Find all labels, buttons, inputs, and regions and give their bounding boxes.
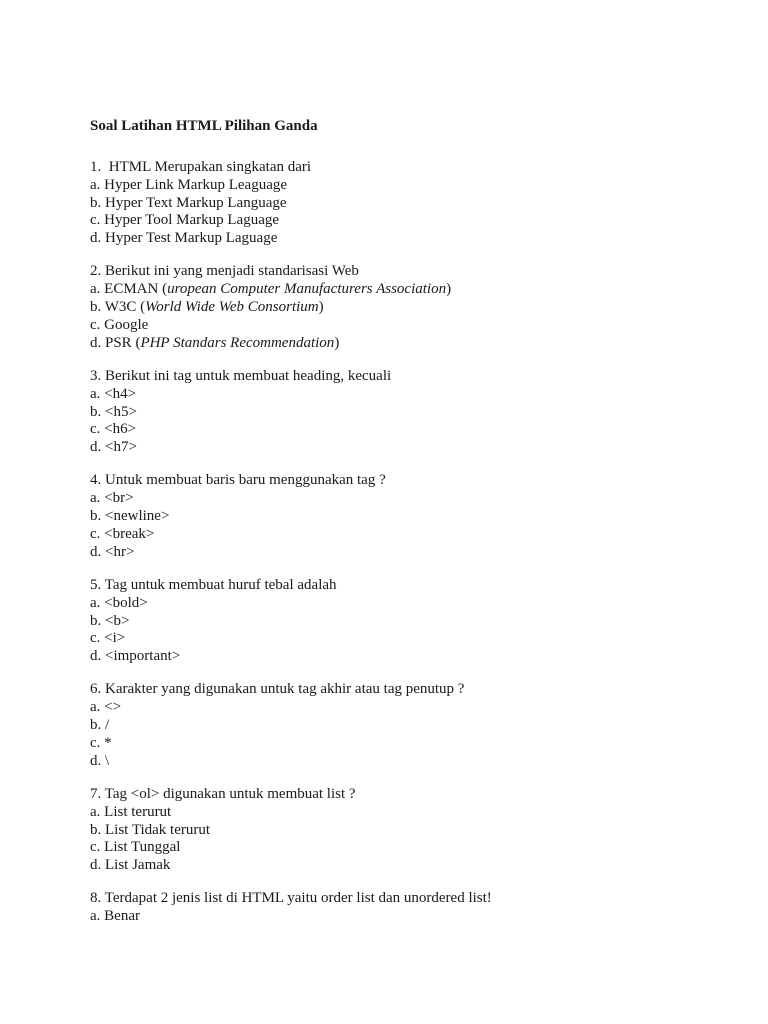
option-c bbox=[90, 317, 730, 335]
question-text: 2. Berikut ini yang menjadi standarisasi Web bbox=[90, 263, 359, 280]
question-5 bbox=[90, 577, 730, 666]
question-7 bbox=[90, 786, 730, 875]
option-a bbox=[90, 177, 730, 195]
option-text: b. List Tidak terurut bbox=[90, 821, 211, 838]
option-c bbox=[90, 630, 730, 648]
option-text: c. * bbox=[90, 734, 112, 751]
option-text: b. <b> bbox=[90, 612, 130, 629]
option-text: b. Hyper Text Markup Language bbox=[90, 194, 287, 211]
option-d bbox=[90, 544, 730, 562]
question-3 bbox=[90, 368, 730, 457]
option-text: a. Benar bbox=[90, 908, 140, 925]
option-b bbox=[90, 299, 730, 317]
question-text: 4. Untuk membuat baris baru menggunakan tag ? bbox=[90, 472, 386, 489]
question-text: 3. Berikut ini tag untuk membuat heading, kecuali bbox=[90, 367, 392, 384]
question-text: 8. Terdapat 2 jenis list di HTML yaitu order list dan unordered list! bbox=[90, 890, 492, 907]
option-text: d. <important> bbox=[90, 648, 181, 665]
option-italic-text: uropean Computer Manufacturers Association bbox=[167, 281, 447, 298]
option-b bbox=[90, 508, 730, 526]
option-text: c. Google bbox=[90, 316, 149, 333]
option-text: a. <h4> bbox=[90, 385, 137, 402]
question-text: 6. Karakter yang digunakan untuk tag akhir atau tag penutup ? bbox=[90, 681, 465, 698]
option-text: d. Hyper Test Markup Laguage bbox=[90, 230, 278, 247]
option-b bbox=[90, 613, 730, 631]
question-text: 5. Tag untuk membuat huruf tebal adalah bbox=[90, 576, 337, 593]
option-text: b. / bbox=[90, 717, 110, 734]
option-c bbox=[90, 735, 730, 753]
document-title: Soal Latihan HTML Pilihan Ganda bbox=[90, 118, 318, 134]
option-text: d. <h7> bbox=[90, 439, 137, 456]
option-text: d. <hr> bbox=[90, 543, 135, 560]
option-suffix: ) bbox=[334, 334, 340, 351]
option-text: a. List terurut bbox=[90, 803, 172, 820]
option-b bbox=[90, 822, 730, 840]
document-page bbox=[90, 116, 730, 941]
option-text: a. <bold> bbox=[90, 594, 148, 611]
question-4 bbox=[90, 472, 730, 561]
option-suffix: ) bbox=[446, 281, 452, 298]
option-text: a. ECMAN ( bbox=[90, 281, 168, 298]
option-d bbox=[90, 857, 730, 875]
option-text: a. <> bbox=[90, 699, 122, 716]
option-text: a. Hyper Link Markup Leaguage bbox=[90, 176, 288, 193]
option-text: b. <newline> bbox=[90, 508, 170, 525]
option-text: c. <i> bbox=[90, 630, 126, 647]
option-text: b. <h5> bbox=[90, 403, 137, 420]
option-a bbox=[90, 386, 730, 404]
question-text: 1. HTML Merupakan singkatan dari bbox=[90, 159, 312, 175]
question-6 bbox=[90, 681, 730, 770]
option-d bbox=[90, 648, 730, 666]
option-d bbox=[90, 753, 730, 771]
option-a bbox=[90, 699, 730, 717]
option-text: d. List Jamak bbox=[90, 857, 171, 874]
option-italic-text: PHP Standars Recommendation bbox=[140, 334, 335, 351]
option-a bbox=[90, 281, 730, 299]
option-c bbox=[90, 526, 730, 544]
question-8 bbox=[90, 890, 730, 926]
question-text: 7. Tag <ol> digunakan untuk membuat list ? bbox=[90, 785, 356, 802]
option-b bbox=[90, 717, 730, 735]
option-text: d. \ bbox=[90, 752, 110, 769]
option-c bbox=[90, 212, 730, 230]
option-text: c. <break> bbox=[90, 525, 155, 542]
option-a bbox=[90, 804, 730, 822]
option-d bbox=[90, 335, 730, 353]
option-suffix: ) bbox=[318, 299, 324, 316]
question-2 bbox=[90, 263, 730, 352]
option-a bbox=[90, 595, 730, 613]
option-b bbox=[90, 404, 730, 422]
option-text: b. W3C ( bbox=[90, 299, 146, 316]
question-1 bbox=[90, 159, 730, 248]
option-a bbox=[90, 908, 730, 926]
option-text: c. <h6> bbox=[90, 421, 137, 438]
option-d bbox=[90, 439, 730, 457]
option-d bbox=[90, 230, 730, 248]
option-text: c. Hyper Tool Markup Laguage bbox=[90, 212, 280, 229]
option-c bbox=[90, 421, 730, 439]
option-text: c. List Tunggal bbox=[90, 839, 181, 856]
option-c bbox=[90, 839, 730, 857]
option-italic-text: World Wide Web Consortium bbox=[145, 299, 319, 316]
option-text: a. <br> bbox=[90, 490, 134, 507]
option-text: d. PSR ( bbox=[90, 334, 141, 351]
option-b bbox=[90, 195, 730, 213]
option-a bbox=[90, 490, 730, 508]
